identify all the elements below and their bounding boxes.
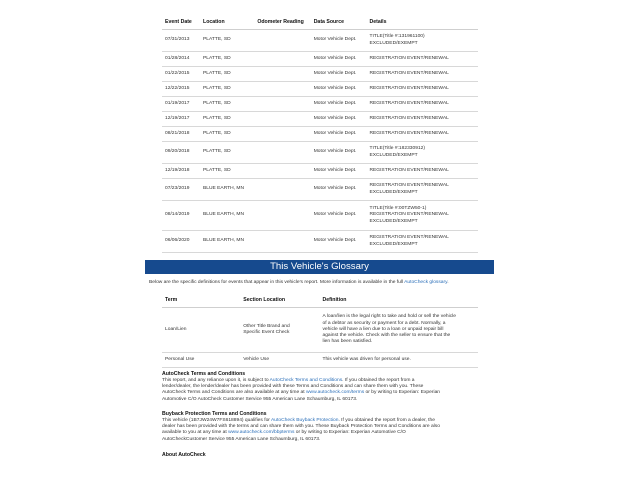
about-autocheck-title: About AutoCheck	[162, 452, 206, 458]
event-row	[162, 112, 478, 127]
event-source-cell: Motor Vehicle Dept.	[311, 142, 367, 164]
event-details-cell	[366, 201, 478, 231]
event-row	[162, 30, 478, 52]
event-details-cell	[366, 231, 478, 253]
event-source-cell: Motor Vehicle Dept.	[311, 164, 367, 179]
header-term: Term	[162, 292, 240, 308]
event-location-cell: PLATTE, SD	[200, 112, 254, 127]
event-location-cell: PLATTE, SD	[200, 52, 254, 67]
event-row	[162, 164, 478, 179]
event-detail-line: TITLE(Title #:131961100)	[369, 34, 425, 40]
glossary-definition-line: A loan/lien is the legal right to take and hold or sell the vehicle	[322, 314, 456, 320]
event-row	[162, 231, 478, 253]
event-odometer-cell	[254, 112, 310, 127]
event-source-cell: Motor Vehicle Dept.	[311, 231, 367, 253]
event-location-cell: PLATTE, SD	[200, 164, 254, 179]
glossary-term-cell: Loan/Lien	[162, 308, 240, 353]
event-location-cell: BLUE EARTH, MN	[200, 201, 254, 231]
event-location-cell: BLUE EARTH, MN	[200, 231, 254, 253]
event-source-cell: Motor Vehicle Dept.	[311, 30, 367, 52]
event-details-cell	[366, 164, 478, 179]
glossary-section-cell	[240, 353, 319, 368]
event-date-cell: 01/22/2015	[162, 67, 200, 82]
event-odometer-cell	[254, 97, 310, 112]
glossary-definition-line: of a debtor as security or payment for a debt. Normally, a	[322, 320, 446, 326]
header-data-source: Data Source	[311, 14, 367, 30]
autocheck-terms-link[interactable]: AutoCheck Terms and Conditions	[269, 378, 343, 383]
terms-text: This report, and any reliance upon it, is subject to	[162, 378, 270, 383]
event-details-cell	[366, 52, 478, 67]
event-location-cell: PLATTE, SD	[200, 30, 254, 52]
event-source-cell: Motor Vehicle Dept.	[311, 201, 367, 231]
event-detail-line: EXCLUDED/EXEMPT	[369, 189, 418, 195]
event-row	[162, 82, 478, 97]
event-row	[162, 52, 478, 67]
glossary-header-row	[162, 292, 478, 308]
event-odometer-cell	[254, 67, 310, 82]
event-detail-line: TITLE(Title #:182330912)	[369, 146, 426, 152]
glossary-row	[162, 308, 478, 353]
buyback-terms-section	[162, 411, 478, 443]
event-detail-line: EXCLUDED/EXEMPT	[369, 152, 418, 158]
glossary-term-cell: Personal Use	[162, 353, 240, 368]
terms-text: lender/dealer, the lender/dealer has been provided with these Terms and Conditions and can share them with you. These	[162, 384, 424, 390]
autocheck-terms-text	[162, 378, 478, 403]
event-source-cell: Motor Vehicle Dept.	[311, 97, 367, 112]
terms-text: Automotive C/O AutoCheck Customer Service 955 American Lane Schaumburg, IL 60173.	[162, 396, 358, 402]
event-detail-line: REGISTRATION EVENT/RENEWAL	[369, 85, 449, 91]
terms-text: AutoCheck Terms and Conditions are also available at any time at	[162, 390, 306, 396]
autocheck-terms-section	[162, 371, 478, 403]
glossary-intro-text: Below are the specific definitions for events that appear in this vehicle's report. More information is available in the full	[149, 280, 405, 285]
event-date-cell: 08/14/2019	[162, 201, 200, 231]
glossary-definition-line: This vehicle was driven for personal use.	[322, 356, 411, 362]
glossary-section-line: Other Title Brand and	[243, 323, 290, 329]
event-detail-line: EXCLUDED/EXEMPT	[369, 218, 418, 224]
glossary-definition-line: vehicle will have a lien due to a loan or unpaid repair bill	[322, 326, 444, 332]
event-detail-line: EXCLUDED/EXEMPT	[369, 241, 418, 247]
event-date-cell: 01/28/2014	[162, 52, 200, 67]
terms-line	[162, 437, 478, 443]
terms-text: AutoCheckCustomer Service 955 American Lane Schaumburg, IL 60173.	[162, 436, 321, 442]
event-history-table	[162, 14, 478, 253]
glossary-definition-cell	[319, 308, 478, 353]
glossary-table-body	[162, 308, 478, 368]
glossary-section-line: Vehicle Use	[243, 356, 270, 362]
glossary-section-line: Specific Event Check	[243, 330, 290, 335]
event-date-cell: 09/20/2018	[162, 142, 200, 164]
buyback-terms-title: Buyback Protection Terms and Conditions	[162, 411, 267, 417]
event-date-cell: 06/06/2020	[162, 231, 200, 253]
event-detail-line: EXCLUDED/EXEMPT	[369, 40, 418, 46]
event-source-cell: Motor Vehicle Dept.	[311, 67, 367, 82]
header-location: Location	[200, 14, 254, 30]
event-location-cell: PLATTE, SD	[200, 82, 254, 97]
event-row	[162, 201, 478, 231]
event-details-cell	[366, 112, 478, 127]
event-detail-line: REGISTRATION EVENT/RENEWAL	[369, 55, 449, 61]
event-details-cell	[366, 142, 478, 164]
event-detail-line: REGISTRATION EVENT/RENEWAL	[369, 235, 449, 241]
event-location-cell: PLATTE, SD	[200, 97, 254, 112]
event-detail-line: REGISTRATION EVENT/RENEWAL	[369, 212, 449, 218]
about-autocheck-section	[162, 452, 478, 459]
glossary-definition-line: against the vehicle. Check with the seller to ensure that the	[322, 333, 451, 339]
event-odometer-cell	[254, 30, 310, 52]
event-date-cell: 12/22/2015	[162, 82, 200, 97]
event-details-cell	[366, 82, 478, 97]
event-row	[162, 97, 478, 112]
event-source-cell: Motor Vehicle Dept.	[311, 52, 367, 67]
event-odometer-cell	[254, 179, 310, 201]
event-details-cell	[366, 97, 478, 112]
event-odometer-cell	[254, 52, 310, 67]
autocheck-terms-title: AutoCheck Terms and Conditions	[162, 371, 246, 377]
event-location-cell: PLATTE, SD	[200, 142, 254, 164]
autocheck-terms-link[interactable]: www.autocheck.com/terms	[306, 390, 365, 396]
event-odometer-cell	[254, 231, 310, 253]
event-location-cell: PLATTE, SD	[200, 67, 254, 82]
event-date-cell: 01/19/2017	[162, 97, 200, 112]
event-row	[162, 127, 478, 142]
terms-line	[162, 397, 478, 403]
event-table-body	[162, 30, 478, 253]
event-detail-line: REGISTRATION EVENT/RENEWAL	[369, 115, 449, 121]
event-date-cell: 07/31/2013	[162, 30, 200, 52]
terms-text: or by writing to Experian: Experian Automotive C/O	[294, 430, 406, 436]
event-date-cell: 08/21/2018	[162, 127, 200, 142]
header-section-location: Section Location	[240, 292, 319, 308]
event-location-cell: BLUE EARTH, MN	[200, 179, 254, 201]
event-date-cell: 12/19/2018	[162, 164, 200, 179]
terms-text: This vehicle (1B7JW24W7FS618894) qualifies for	[162, 418, 272, 423]
event-detail-line: REGISTRATION EVENT/RENEWAL	[369, 183, 449, 189]
event-detail-line: REGISTRATION EVENT/RENEWAL	[369, 130, 449, 136]
event-source-cell: Motor Vehicle Dept.	[311, 127, 367, 142]
terms-text: dealer has been provided with the terms and can share them with you. These Buyback Protection Terms and Conditions are also	[162, 424, 440, 430]
event-details-cell	[366, 67, 478, 82]
event-detail-line: REGISTRATION EVENT/RENEWAL	[369, 100, 449, 106]
autocheck-glossary-link[interactable]: AutoCheck glossary	[404, 280, 448, 285]
event-odometer-cell	[254, 142, 310, 164]
event-source-cell: Motor Vehicle Dept.	[311, 179, 367, 201]
buyback-terms-link[interactable]: AutoCheck Buyback Protection	[271, 418, 339, 423]
event-date-cell: 07/23/2019	[162, 179, 200, 201]
glossary-definition-line: lien has been satisfied.	[322, 339, 373, 345]
event-row	[162, 179, 478, 201]
glossary-section-cell	[240, 308, 319, 353]
header-details: Details	[366, 14, 478, 30]
event-date-cell: 12/19/2017	[162, 112, 200, 127]
buyback-terms-text	[162, 418, 478, 443]
header-odometer-reading: Odometer Reading	[254, 14, 310, 30]
glossary-intro-end: .	[447, 280, 449, 285]
terms-text: available to you at any time at	[162, 430, 229, 436]
terms-text: . If you obtained the report from a	[342, 378, 415, 383]
terms-text: or by writing to Experian: Experian	[364, 390, 441, 396]
glossary-definition-cell	[319, 353, 478, 368]
event-details-cell	[366, 30, 478, 52]
event-odometer-cell	[254, 127, 310, 142]
event-details-cell	[366, 127, 478, 142]
event-odometer-cell	[254, 164, 310, 179]
event-row	[162, 142, 478, 164]
event-table-header-row	[162, 14, 478, 30]
event-row	[162, 67, 478, 82]
glossary-intro	[149, 280, 494, 286]
event-details-cell	[366, 179, 478, 201]
glossary-table	[162, 292, 478, 368]
event-detail-line: TITLE(Title #:00TZW50-1)	[369, 206, 427, 212]
event-detail-line: REGISTRATION EVENT/RENEWAL	[369, 70, 449, 76]
header-definition: Definition	[319, 292, 478, 308]
header-event-date: Event Date	[162, 14, 200, 30]
event-detail-line: REGISTRATION EVENT/RENEWAL	[369, 167, 449, 173]
buyback-terms-link[interactable]: www.autocheck.com/bbpterms	[228, 430, 295, 436]
glossary-banner: This Vehicle's Glossary	[145, 260, 494, 274]
event-odometer-cell	[254, 82, 310, 97]
glossary-row	[162, 353, 478, 368]
terms-text: . If you obtained the report from a dealer, the	[338, 418, 435, 423]
event-source-cell: Motor Vehicle Dept.	[311, 82, 367, 97]
event-location-cell: PLATTE, SD	[200, 127, 254, 142]
event-source-cell: Motor Vehicle Dept.	[311, 112, 367, 127]
event-odometer-cell	[254, 201, 310, 231]
